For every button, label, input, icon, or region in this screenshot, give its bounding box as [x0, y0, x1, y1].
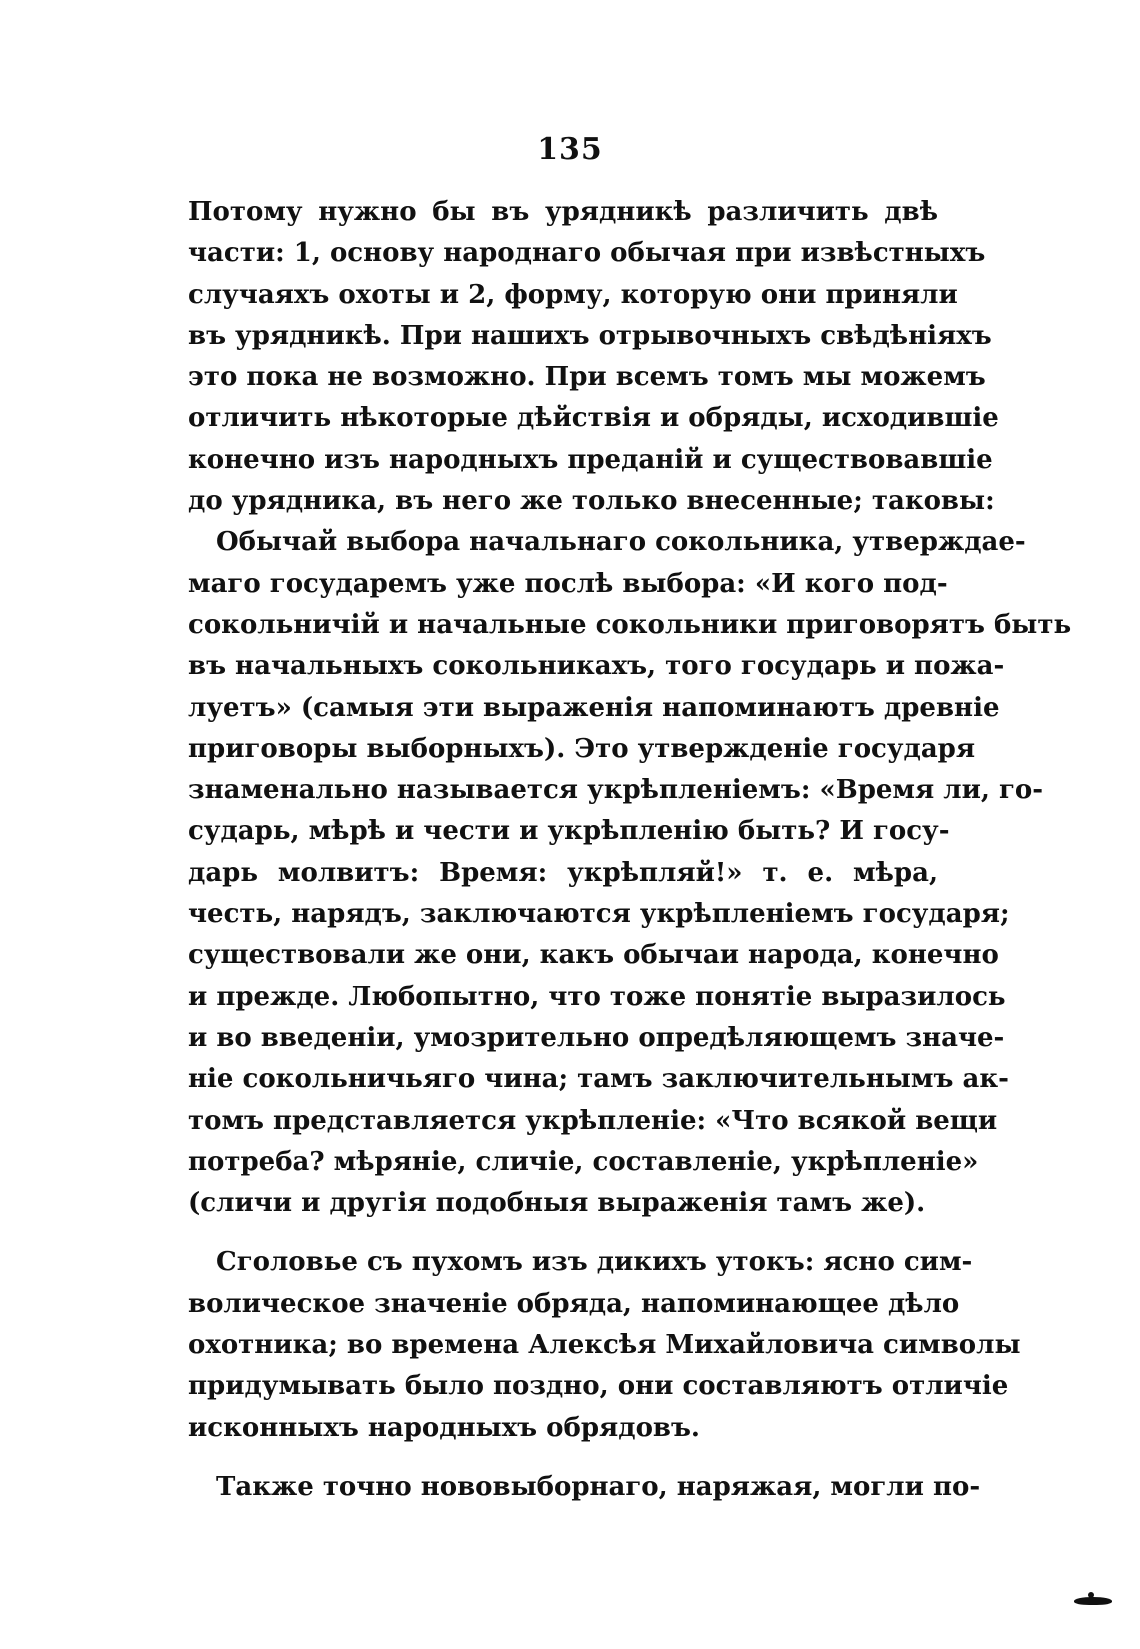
text-line: въ урядникѣ. При нашихъ отрывочныхъ свѣдѣніяхъ	[188, 320, 992, 351]
text-line: это пока не возможно. При всемъ томъ мы можемъ	[188, 362, 986, 393]
text-line: до урядника, въ него же только внесенные; таковы:	[188, 486, 995, 517]
text-line: существовали же они, какъ обычаи народа, конечно	[188, 940, 999, 971]
text-line: (сличи и другія подобныя выраженія тамъ же).	[188, 1188, 926, 1219]
text-line: потреба? мѣряніе, сличіе, составленіе, укрѣпленіе»	[188, 1146, 979, 1177]
text-line: въ начальныхъ сокольникахъ, того государь и пожа-	[188, 651, 1005, 682]
text-line: луетъ» (самыя эти выраженія напоминаютъ древніе	[188, 692, 1000, 723]
text-line: конечно изъ народныхъ преданій и существовавшіе	[188, 444, 993, 475]
ink-blot-mark	[1074, 1597, 1112, 1605]
text-line: Потому нужно бы въ урядникѣ различить двѣ	[188, 197, 938, 227]
text-line: честь, нарядъ, заключаются укрѣпленіемъ государя;	[188, 899, 1010, 930]
text-line: Также точно нововыборнаго, наряжая, могли по-	[216, 1471, 981, 1502]
text-line: Сголовье съ пухомъ изъ дикихъ утокъ: ясно сим-	[216, 1247, 973, 1278]
text-line: знаменально называется укрѣпленіемъ: «Время ли, го-	[188, 775, 1044, 806]
text-line: томъ представляется укрѣпленіе: «Что всякой вещи	[188, 1105, 998, 1136]
text-line: ніе сокольничьяго чина; тамъ заключительнымъ ак-	[188, 1064, 1009, 1095]
text-line: волическое значеніе обряда, напоминающее дѣло	[188, 1288, 960, 1319]
paragraph-gap	[188, 1224, 938, 1242]
text-line: охотника; во времена Алексѣя Михайловича символы	[188, 1330, 1021, 1361]
text-line: сударь, мѣрѣ и чести и укрѣпленію быть? И госу-	[188, 816, 950, 847]
text-line: и во введеніи, умозрительно опредѣляющемъ значе-	[188, 1022, 1005, 1053]
text-line: части: 1, основу народнаго обычая при извѣстныхъ	[188, 238, 986, 269]
text-line: отличить нѣкоторые дѣйствія и обряды, исходившіе	[188, 403, 999, 434]
text-line: приговоры выборныхъ). Это утвержденіе государя	[188, 733, 976, 764]
text-line: дарь молвитъ: Время: укрѣпляй!» т. е. мѣра,	[188, 857, 938, 888]
text-line: придумывать было поздно, они составляютъ отличіе	[188, 1371, 1009, 1402]
text-line: маго государемъ уже послѣ выбора: «И кого под-	[188, 568, 948, 599]
text-line: сокольничій и начальные сокольники приговорятъ быть	[188, 609, 1072, 640]
text-line: исконныхъ народныхъ обрядовъ.	[188, 1412, 700, 1443]
text-line: Обычай выбора начальнаго сокольника, утверждае-	[216, 527, 1026, 558]
paragraph-gap	[188, 1449, 938, 1467]
body-text	[188, 192, 1072, 1508]
text-line: случаяхъ охоты и 2, форму, которую они приняли	[188, 279, 958, 310]
text-line: и прежде. Любопытно, что тоже понятіе выразилось	[188, 981, 1006, 1012]
page-number: 135	[537, 132, 603, 167]
